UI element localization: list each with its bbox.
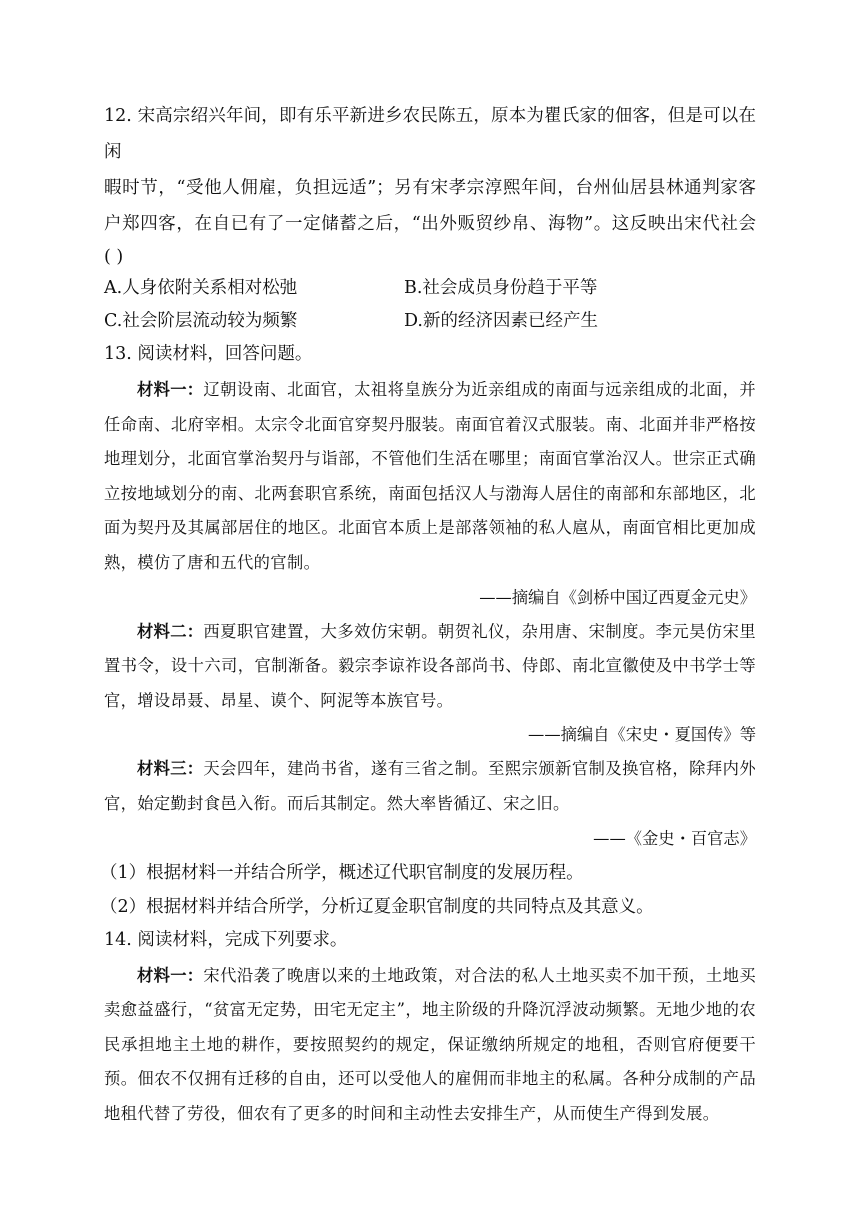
- q13-material-3-label: 材料三：: [137, 759, 204, 779]
- q12-stem-line-3: 户郑四客，在自已有了一定储蓄之后，“出外贩贸纱帛、海物”。这反映出宋代社会: [104, 214, 756, 234]
- q13-subquestion-1: （1）根据材料一并结合所学，概述辽代职官制度的发展历程。: [100, 862, 584, 883]
- q12-option-c[interactable]: C.社会阶层流动较为频繁: [104, 311, 298, 331]
- q12-option-b[interactable]: B.社会成员身份趋于平等: [404, 278, 598, 298]
- q12-answer-bracket: ( ): [104, 247, 124, 267]
- q12-stem-line-1: 12. 宋高宗绍兴年间，即有乐平新进乡农民陈五，原本为瞿氏家的佃客，但是可以在闲: [104, 106, 756, 162]
- q13-material-2-text: 西夏职官建置，大多效仿宋朝。朝贺礼仪，杂用唐、宋制度。李元昊仿宋里置书令，设十六司，官制渐备。毅宗李谅祚设各部尚书、侍郎、南北宣徽使及中书学士等官，增设昂聂、昂星、谟个、阿泥等本族官号。: [104, 621, 756, 710]
- q13-material-1-text: 辽朝设南、北面官，太祖将皇族分为近亲组成的南面与远亲组成的北面，并任命南、北府宰相。太宗令北面官穿契丹服装。南面官着汉式服装。南、北面并非严格按地理划分，北面官掌治契丹与诣部，不管他们生活在哪里；南面官掌治汉人。世宗正式确立按地域划分的南、北两套职官系统，南面包括汉人与渤海人居住的南部和东部地区，北面为契丹及其属部居住的地区。北面官本质上是部落领袖的私人扈从，南面官相比更加成熟，模仿了唐和五代的官制。: [104, 380, 756, 572]
- page-content: [100, 98, 756, 1132]
- q13-material-3-text: 天会四年，建尚书省，遂有三省之制。至熙宗颁新官制及换官格，除拜内外官，始定勤封食邑入衔。而后其制定。然大率皆循辽、宋之旧。: [104, 759, 756, 813]
- q13-material-3-source: ——《金史・百官志》: [593, 828, 756, 848]
- question-13: [100, 338, 756, 924]
- q12-options: [104, 272, 756, 338]
- question-12: [104, 98, 756, 338]
- q13-material-2: [104, 615, 756, 719]
- q13-material-1-label: 材料一：: [137, 380, 204, 399]
- q14-stem: 14. 阅读材料，完成下列要求。: [104, 929, 348, 950]
- q13-material-3: [104, 752, 756, 821]
- q13-stem: 13. 阅读材料，回答问题。: [104, 344, 313, 364]
- q13-material-1-source: ——摘编自《剑桥中国辽西夏金元史》: [479, 587, 756, 607]
- q13-material-2-label: 材料二：: [137, 621, 204, 641]
- q12-stem-line-2: 暇时节，“受他人佣雇，负担远适”；另有宋孝宗淳熙年间，台州仙居县林通判家客: [104, 178, 756, 198]
- q14-material-1-label: 材料一：: [137, 965, 204, 985]
- q13-subquestion-2: （2）根据材料并结合所学，分析辽夏金职官制度的共同特点及其意义。: [100, 896, 654, 917]
- q14-material-1-text: 宋代沿袭了晚唐以来的土地政策，对合法的私人土地买卖不加干预，土地买卖愈益盛行，“贫富无定势，田宅无定主”，地主阶级的升降沉浮波动频繁。无地少地的农民承担地主土地的耕作，要按照契约的规定，保证缴纳所规定的地租，否则官府便要干预。佃农不仅拥有迁移的自由，还可以受他人的雇佣而非地主的私属。各种分成制的产品地租代替了劳役，佃农有了更多的时间和主动性去安排生产，从而使生产得到发展。: [104, 965, 756, 1123]
- q12-option-d[interactable]: D.新的经济因素已经产生: [404, 311, 598, 331]
- q13-material-2-source: ——摘编自《宋史・夏国传》等: [528, 725, 756, 745]
- q14-material-1: [104, 959, 756, 1132]
- q13-material-1: [104, 373, 756, 581]
- q12-option-a[interactable]: A.人身依附关系相对松弛: [104, 278, 298, 298]
- question-14: [104, 924, 756, 1132]
